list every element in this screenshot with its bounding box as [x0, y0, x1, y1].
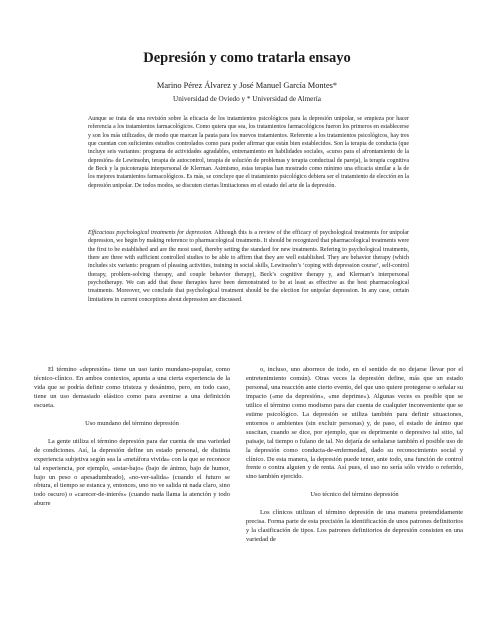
paper-affiliation: Universidad de Oviedo y * Universidad de Almería	[173, 95, 321, 103]
paper-authors: Marino Pérez Álvarez y José Manuel García Montes*	[156, 81, 338, 90]
section-heading-mundane-use: Uso mundano del término depresión	[85, 419, 179, 427]
body-paragraph: El término «depresión» tiene un uso tanto mundano-popular, como técnico-clínico. En ambos contextos, apunta a una cierta experiencia de la vida que se podría definir como tristeza y desánimo, pero, en todo caso, tiene un uso demasiado elástico como para avenirse a una definición escueta.	[34, 366, 230, 409]
abstract-english	[88, 229, 409, 304]
section-heading-technical-use: Uso técnico del término depresión	[310, 491, 399, 499]
body-column-right	[246, 366, 463, 545]
abstract-spanish: Aunque se trata de una revisión sobre la eficacia de los tratamientos psicológicos para la depresión unipolar, se empieza por hacer referencia a los tratamientos farmacológicos. Como quiera que sea, los tratamientos farmacológicos fueron los primeros en establecerse y son los más utilizados, de modo que marcan la pauta para los nuevos tratamientos. Referente a los tratamientos psicológicos, hay tres que cuentan con suficientes estudios controlados como para poder afirmar que están bien establecidos. Son la terapia de conducta (que incluye seis variantes: programa de actividades agradables, entrenamiento en habilidades sociales, «curso para el afrontamiento de la depresión» de Lewinsohn, terapia de autocontrol, terapia de solución de problemas y terapia conductual de pareja), la terapia cognitiva de Beck y la psicoterapia interpersonal de Klerman. Asimismo, estas terapias han mostrado como mínimo una eficacia similar a la de los mejores tratamientos farmacológicos. Es más, se concluye que el tratamiento psicológico debiera ser el tratamiento de elección en la depresión unipolar. De todos modos, se discuten ciertas limitaciones en el estado del arte de la depresión.	[88, 116, 409, 189]
paper-title: Depresión y como tratarla ensayo	[143, 50, 351, 66]
body-column-left	[34, 366, 230, 509]
abstract-english-body: Although this is a review of the efficacy of psychological treatments for unipolar depression, we begin by making reference to pharmacological treatments. It should be recognized that pharmacological treatments were the first to be established and are the most used, thereby setting the standard for new treatments. Refering to psychological treatments, there are three with sufficient controlled studies to be able to affirm that they are well established. They are behavior therapy (which includes six variants: program of pleasing activities, training in social skills, Lewinsohn’s ‘coping with depression course’, self-control therapy, problem-solving therapy, and couple behavior therapy), Beck’s cognitive therapy y, and Klerman’s interpersonal psychotherapy. We can add that these therapies have been demonstrated to be at least as effective as the best pharmacological treatments. Moreover, we conclude that psychological treatment should be the election for unipolar depression. In any case, certain limitations in current conceptions about depression are discussed.	[88, 230, 409, 303]
body-paragraph: o, incluso, uno aborrece de todo, en el sentido de no dejarse llevar por el entretenimiento común). Otras veces la depresión define, más que un estado personal, una reacción ante cierto evento, del que uno quiere protegerse o señalar su impacto («me da depresión», «me deprime»). Algunas veces es posible que se utilice el término como modismo para dar cuenta de cualquier inconveniente que se estime psicológico. La depresión se utiliza también para definir situaciones, entornos o ambientes (sin excluir personas) y, de paso, el estado de ánimo que suscitan, cuando se dice, por ejemplo, que es deprimente o depresivo tal sitio, tal paisaje, tal tiempo o fulano de tal. No dejaría de señalarse también el posible uso de la depresión como conducta-de-enfermedad, dado su reconocimiento social y clínico. De esta manera, la depresión puede tener, ante todo, una función de control frente o contra alguien y de renta. Así pues, el uso no sería sólo vivido o referido, sino también ejercido.	[246, 366, 463, 481]
body-paragraph: Los clínicos utilizan el término depresión de una manera pretendidamente precisa. Forma parte de esta precisión la identificación de unos patrones definitorios y la clasificación de tipos. Los patrones definitorios de depresión consisten en una variedad de	[246, 509, 463, 544]
body-paragraph: La gente utiliza el término depresión para dar cuenta de una variedad de condiciones. Así, la depresión define un estado personal, de distinta experiencia subjetiva según sea la «metáfora vivida» con la que se reconoce tal experiencia, por ejemplo, «estar-bajo» (bajo de ánimo, bajo de humor, bajo un peso o apesadumbrado), «no-ver-salida» (cuando el futuro se obtura, el tiempo se estanca y, entonces, uno no ve salida ni nada claro, sino todo oscuro) o «carecer-de-interés» (cuando nada llama la atención y todo aburre	[34, 437, 230, 508]
abstract-english-lead: Efficacious psychological treatments for depression.	[88, 230, 213, 236]
